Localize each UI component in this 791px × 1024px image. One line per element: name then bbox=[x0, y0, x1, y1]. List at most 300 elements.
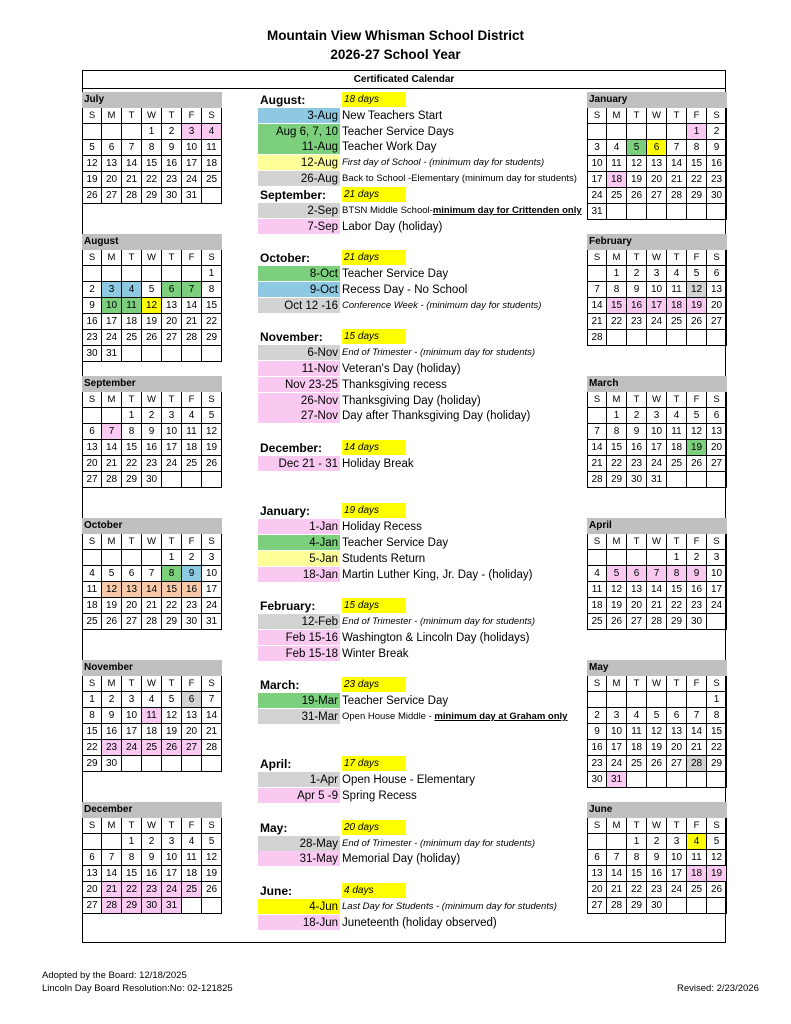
day-cell: 15 bbox=[607, 440, 627, 456]
event-date: 5-Jan bbox=[258, 551, 340, 566]
event-text: Juneteenth (holiday observed) bbox=[342, 916, 497, 929]
day-cell: 30 bbox=[687, 614, 707, 630]
day-cell bbox=[667, 204, 687, 220]
day-cell: 21 bbox=[182, 314, 202, 330]
event-note: minimum day at Graham only bbox=[434, 710, 568, 722]
day-cell: 22 bbox=[202, 314, 222, 330]
day-cell: 21 bbox=[122, 172, 142, 188]
event-description bbox=[342, 836, 535, 852]
day-cell: 4 bbox=[142, 692, 162, 708]
day-cell: 2 bbox=[627, 408, 647, 424]
day-cell: 7 bbox=[607, 850, 627, 866]
day-cell: 24 bbox=[647, 456, 667, 472]
day-cell bbox=[182, 346, 202, 362]
weekday-label: M bbox=[607, 392, 627, 408]
spacer bbox=[258, 472, 588, 488]
day-cell: 12 bbox=[647, 724, 667, 740]
day-cell: 27 bbox=[667, 756, 687, 772]
weekday-label: T bbox=[627, 676, 647, 692]
day-cell bbox=[607, 834, 627, 850]
event-row bbox=[258, 139, 588, 155]
event-text: Spring Recess bbox=[342, 790, 417, 803]
week-row bbox=[587, 140, 727, 156]
calendar-september bbox=[82, 376, 222, 488]
day-cell: 4 bbox=[182, 408, 202, 424]
weekday-label: S bbox=[82, 534, 102, 550]
event-row bbox=[258, 456, 588, 472]
day-cell bbox=[142, 266, 162, 282]
week-row bbox=[587, 614, 727, 630]
weekday-label: S bbox=[587, 818, 607, 834]
day-cell bbox=[202, 898, 222, 914]
day-cell: 13 bbox=[82, 866, 102, 882]
day-cell: 27 bbox=[647, 188, 667, 204]
day-cell bbox=[142, 346, 162, 362]
event-text: Thanksgiving recess bbox=[342, 378, 447, 391]
day-cell: 15 bbox=[122, 866, 142, 882]
school-days-count: 23 days bbox=[342, 677, 406, 692]
weekday-label: S bbox=[202, 108, 222, 124]
event-text: Teacher Service Day bbox=[342, 268, 449, 281]
day-cell: 7 bbox=[587, 282, 607, 298]
day-cell: 27 bbox=[627, 614, 647, 630]
weekday-label: W bbox=[142, 250, 162, 266]
day-cell: 30 bbox=[182, 614, 202, 630]
day-cell: 24 bbox=[122, 740, 142, 756]
weekday-label: T bbox=[162, 250, 182, 266]
day-cell: 8 bbox=[142, 140, 162, 156]
weekday-row bbox=[587, 676, 727, 692]
weekday-label: M bbox=[607, 534, 627, 550]
day-cell bbox=[587, 408, 607, 424]
day-cell: 11 bbox=[607, 156, 627, 172]
event-row bbox=[258, 693, 588, 709]
day-cell: 21 bbox=[687, 740, 707, 756]
month-header: November bbox=[82, 660, 222, 676]
weekday-label: W bbox=[142, 108, 162, 124]
weekday-label: S bbox=[202, 534, 222, 550]
weekday-label: W bbox=[142, 392, 162, 408]
day-cell: 11 bbox=[182, 850, 202, 866]
day-cell: 31 bbox=[607, 772, 627, 788]
day-cell: 7 bbox=[587, 424, 607, 440]
weekday-row bbox=[82, 818, 222, 834]
event-text: First day of School - (minimum day for students) bbox=[342, 157, 545, 169]
day-cell: 3 bbox=[102, 282, 122, 298]
day-cell: 16 bbox=[627, 440, 647, 456]
day-cell: 27 bbox=[707, 456, 727, 472]
weekday-label: T bbox=[122, 250, 142, 266]
day-cell bbox=[182, 756, 202, 772]
day-cell bbox=[627, 204, 647, 220]
weekday-label: T bbox=[627, 108, 647, 124]
event-row bbox=[258, 408, 588, 424]
spacer bbox=[258, 662, 588, 678]
event-text: Day after Thanksgiving Day (holiday) bbox=[342, 410, 531, 423]
month-label: October: bbox=[260, 251, 311, 266]
day-cell: 23 bbox=[647, 882, 667, 898]
weekday-label: F bbox=[687, 534, 707, 550]
day-cell: 15 bbox=[667, 582, 687, 598]
day-cell: 22 bbox=[142, 172, 162, 188]
day-cell: 1 bbox=[687, 124, 707, 140]
week-row bbox=[82, 550, 222, 566]
event-row bbox=[258, 567, 588, 583]
weekday-label: S bbox=[82, 676, 102, 692]
month-label: January: bbox=[260, 504, 311, 519]
day-cell: 1 bbox=[627, 834, 647, 850]
day-cell bbox=[162, 756, 182, 772]
event-row bbox=[258, 709, 588, 725]
day-cell bbox=[102, 550, 122, 566]
event-row bbox=[258, 377, 588, 393]
calendar-november bbox=[82, 660, 222, 772]
day-cell bbox=[102, 408, 122, 424]
day-cell: 17 bbox=[647, 440, 667, 456]
event-text: Conference Week - (minimum day for students) bbox=[342, 299, 542, 311]
calendar-october bbox=[82, 518, 222, 630]
day-cell: 6 bbox=[587, 850, 607, 866]
day-cell: 30 bbox=[102, 756, 122, 772]
spacer bbox=[258, 725, 588, 741]
week-row bbox=[82, 898, 222, 914]
day-cell: 24 bbox=[182, 172, 202, 188]
day-cell: 12 bbox=[202, 424, 222, 440]
day-cell: 19 bbox=[202, 440, 222, 456]
weekday-label: M bbox=[102, 250, 122, 266]
event-date: 26-Nov bbox=[258, 393, 340, 408]
day-cell bbox=[707, 330, 727, 346]
day-cell: 5 bbox=[102, 566, 122, 582]
day-cell: 18 bbox=[142, 724, 162, 740]
day-cell bbox=[627, 550, 647, 566]
day-cell: 2 bbox=[647, 834, 667, 850]
event-date: 6-Nov bbox=[258, 345, 340, 360]
day-cell: 5 bbox=[627, 140, 647, 156]
day-cell: 11 bbox=[627, 724, 647, 740]
day-cell: 27 bbox=[182, 740, 202, 756]
day-cell: 18 bbox=[182, 866, 202, 882]
day-cell: 30 bbox=[647, 898, 667, 914]
day-cell: 23 bbox=[707, 172, 727, 188]
day-cell: 20 bbox=[627, 598, 647, 614]
weekday-label: S bbox=[202, 392, 222, 408]
day-cell bbox=[687, 772, 707, 788]
day-cell: 29 bbox=[82, 756, 102, 772]
week-row bbox=[587, 866, 727, 882]
day-cell: 26 bbox=[607, 614, 627, 630]
day-cell: 29 bbox=[142, 188, 162, 204]
day-cell: 25 bbox=[687, 882, 707, 898]
month-label: March: bbox=[260, 678, 300, 693]
week-row bbox=[587, 882, 727, 898]
day-cell bbox=[687, 898, 707, 914]
day-cell: 25 bbox=[82, 614, 102, 630]
day-cell: 20 bbox=[182, 724, 202, 740]
day-cell: 19 bbox=[647, 740, 667, 756]
weekday-label: T bbox=[667, 250, 687, 266]
day-cell: 29 bbox=[667, 614, 687, 630]
day-cell: 1 bbox=[202, 266, 222, 282]
day-cell: 7 bbox=[102, 850, 122, 866]
day-cell: 5 bbox=[687, 266, 707, 282]
day-cell: 1 bbox=[162, 550, 182, 566]
weekday-label: T bbox=[667, 108, 687, 124]
school-days-count: 15 days bbox=[342, 598, 406, 613]
day-cell: 20 bbox=[82, 456, 102, 472]
day-cell: 26 bbox=[707, 882, 727, 898]
day-cell bbox=[82, 124, 102, 140]
day-cell: 19 bbox=[707, 866, 727, 882]
event-row bbox=[258, 361, 588, 377]
day-cell: 22 bbox=[162, 598, 182, 614]
day-cell: 23 bbox=[102, 740, 122, 756]
event-date: 11-Nov bbox=[258, 361, 340, 376]
day-cell: 23 bbox=[587, 756, 607, 772]
day-cell: 18 bbox=[202, 156, 222, 172]
day-cell: 22 bbox=[627, 882, 647, 898]
day-cell: 3 bbox=[182, 124, 202, 140]
day-cell bbox=[667, 898, 687, 914]
weekday-label: M bbox=[102, 818, 122, 834]
resolution-note: Lincoln Day Board Resolution:No: 02-121825 bbox=[42, 983, 233, 994]
day-cell: 26 bbox=[687, 456, 707, 472]
weekday-label: W bbox=[142, 818, 162, 834]
week-row bbox=[587, 314, 727, 330]
day-cell: 12 bbox=[162, 708, 182, 724]
day-cell: 11 bbox=[122, 298, 142, 314]
school-days-count: 17 days bbox=[342, 756, 406, 771]
week-row bbox=[82, 330, 222, 346]
event-text: Martin Luther King, Jr. Day - (holiday) bbox=[342, 568, 533, 581]
spacer bbox=[258, 313, 588, 329]
day-cell bbox=[687, 204, 707, 220]
day-cell: 1 bbox=[667, 550, 687, 566]
week-row bbox=[587, 156, 727, 172]
weekday-row bbox=[587, 818, 727, 834]
day-cell: 4 bbox=[607, 140, 627, 156]
event-description bbox=[342, 361, 461, 377]
event-text: Labor Day (holiday) bbox=[342, 220, 443, 233]
month-summary bbox=[258, 756, 588, 772]
day-cell: 14 bbox=[142, 582, 162, 598]
day-cell: 29 bbox=[627, 898, 647, 914]
day-cell: 28 bbox=[122, 188, 142, 204]
day-cell bbox=[202, 346, 222, 362]
day-cell bbox=[607, 124, 627, 140]
day-cell bbox=[102, 834, 122, 850]
day-cell: 1 bbox=[142, 124, 162, 140]
day-cell: 29 bbox=[162, 614, 182, 630]
weekday-label: W bbox=[142, 534, 162, 550]
day-cell bbox=[182, 472, 202, 488]
day-cell bbox=[102, 124, 122, 140]
day-cell: 8 bbox=[122, 850, 142, 866]
day-cell: 27 bbox=[102, 188, 122, 204]
event-date: 7-Sep bbox=[258, 219, 340, 234]
event-date: 9-Oct bbox=[258, 282, 340, 297]
day-cell: 8 bbox=[607, 282, 627, 298]
day-cell: 12 bbox=[102, 582, 122, 598]
event-text: Washington & Lincoln Day (holidays) bbox=[342, 631, 530, 644]
day-cell: 6 bbox=[627, 566, 647, 582]
day-cell bbox=[122, 756, 142, 772]
week-row bbox=[82, 140, 222, 156]
day-cell: 28 bbox=[587, 472, 607, 488]
month-summary bbox=[258, 883, 588, 899]
day-cell: 31 bbox=[182, 188, 202, 204]
day-cell: 17 bbox=[607, 740, 627, 756]
day-cell: 16 bbox=[162, 156, 182, 172]
day-cell: 14 bbox=[182, 298, 202, 314]
day-cell: 6 bbox=[707, 408, 727, 424]
weekday-label: T bbox=[122, 392, 142, 408]
day-cell bbox=[587, 550, 607, 566]
event-description bbox=[342, 124, 454, 140]
event-text: Thanksgiving Day (holiday) bbox=[342, 394, 481, 407]
day-cell: 7 bbox=[182, 282, 202, 298]
day-cell: 3 bbox=[587, 140, 607, 156]
day-cell: 4 bbox=[182, 834, 202, 850]
week-row bbox=[587, 188, 727, 204]
day-cell: 17 bbox=[202, 582, 222, 598]
weekday-row bbox=[82, 392, 222, 408]
event-row bbox=[258, 630, 588, 646]
month-label: April: bbox=[260, 757, 292, 772]
day-cell: 12 bbox=[142, 298, 162, 314]
day-cell: 31 bbox=[102, 346, 122, 362]
week-row bbox=[82, 614, 222, 630]
day-cell: 30 bbox=[142, 472, 162, 488]
event-date: Nov 23-25 bbox=[258, 377, 340, 392]
day-cell bbox=[647, 692, 667, 708]
event-description bbox=[342, 614, 535, 630]
day-cell bbox=[707, 772, 727, 788]
day-cell bbox=[667, 692, 687, 708]
month-label: June: bbox=[260, 884, 293, 898]
event-text: Recess Day - No School bbox=[342, 283, 468, 296]
event-date: 2-Sep bbox=[258, 203, 340, 218]
event-row bbox=[258, 646, 588, 662]
day-cell: 9 bbox=[142, 850, 162, 866]
week-row bbox=[587, 566, 727, 582]
day-cell: 2 bbox=[162, 124, 182, 140]
event-text: Back to School -Elementary (minimum day for students) bbox=[342, 173, 577, 185]
day-cell: 7 bbox=[122, 140, 142, 156]
day-cell: 9 bbox=[82, 298, 102, 314]
weekday-label: W bbox=[647, 676, 667, 692]
day-cell bbox=[182, 898, 202, 914]
event-note: minimum day for Crittenden only bbox=[432, 204, 582, 216]
weekday-row bbox=[587, 250, 727, 266]
event-description bbox=[342, 171, 577, 187]
day-cell: 2 bbox=[587, 708, 607, 724]
day-cell: 8 bbox=[202, 282, 222, 298]
day-cell: 25 bbox=[182, 456, 202, 472]
day-cell: 1 bbox=[607, 408, 627, 424]
day-cell: 17 bbox=[122, 724, 142, 740]
day-cell: 31 bbox=[202, 614, 222, 630]
weekday-label: F bbox=[687, 676, 707, 692]
revised-note: Revised: 2/23/2026 bbox=[677, 983, 759, 994]
week-row bbox=[82, 188, 222, 204]
day-cell: 17 bbox=[162, 440, 182, 456]
school-days-count: 19 days bbox=[342, 503, 406, 518]
day-cell bbox=[627, 124, 647, 140]
day-cell: 22 bbox=[82, 740, 102, 756]
day-cell: 2 bbox=[142, 408, 162, 424]
day-cell: 10 bbox=[647, 424, 667, 440]
day-cell: 7 bbox=[202, 692, 222, 708]
month-summary bbox=[258, 440, 588, 456]
day-cell: 20 bbox=[587, 882, 607, 898]
day-cell: 21 bbox=[587, 314, 607, 330]
day-cell bbox=[687, 330, 707, 346]
day-cell: 21 bbox=[667, 172, 687, 188]
weekday-label: T bbox=[667, 676, 687, 692]
event-description bbox=[342, 266, 448, 282]
calendar-july bbox=[82, 92, 222, 204]
day-cell: 29 bbox=[122, 472, 142, 488]
day-cell: 10 bbox=[647, 282, 667, 298]
day-cell bbox=[607, 550, 627, 566]
event-description bbox=[342, 282, 467, 298]
day-cell bbox=[667, 330, 687, 346]
event-description bbox=[342, 772, 475, 788]
event-text: BTSN Middle School- bbox=[342, 204, 433, 216]
day-cell: 17 bbox=[647, 298, 667, 314]
day-cell: 20 bbox=[122, 598, 142, 614]
weekday-label: T bbox=[122, 108, 142, 124]
event-date: Oct 12 -16 bbox=[258, 298, 340, 313]
weekday-label: M bbox=[102, 392, 122, 408]
day-cell bbox=[647, 330, 667, 346]
week-row bbox=[82, 740, 222, 756]
day-cell: 3 bbox=[667, 834, 687, 850]
event-row bbox=[258, 219, 588, 235]
day-cell: 30 bbox=[587, 772, 607, 788]
day-cell: 16 bbox=[142, 440, 162, 456]
event-row bbox=[258, 171, 588, 187]
day-cell: 23 bbox=[142, 456, 162, 472]
event-date: 4-Jan bbox=[258, 535, 340, 550]
day-cell: 14 bbox=[122, 156, 142, 172]
day-cell: 14 bbox=[647, 582, 667, 598]
event-row bbox=[258, 851, 588, 867]
week-row bbox=[82, 724, 222, 740]
day-cell: 9 bbox=[182, 566, 202, 582]
day-cell: 18 bbox=[627, 740, 647, 756]
week-row bbox=[82, 456, 222, 472]
day-cell: 18 bbox=[667, 440, 687, 456]
week-row bbox=[587, 298, 727, 314]
day-cell: 13 bbox=[627, 582, 647, 598]
weekday-row bbox=[587, 534, 727, 550]
day-cell: 2 bbox=[182, 550, 202, 566]
weekday-label: T bbox=[627, 392, 647, 408]
event-date: 26-Aug bbox=[258, 171, 340, 186]
day-cell: 20 bbox=[667, 740, 687, 756]
calendar-august bbox=[82, 234, 222, 362]
weekday-label: T bbox=[162, 818, 182, 834]
event-description bbox=[342, 139, 436, 155]
day-cell: 12 bbox=[687, 282, 707, 298]
weekday-label: S bbox=[587, 108, 607, 124]
day-cell bbox=[202, 472, 222, 488]
day-cell: 9 bbox=[102, 708, 122, 724]
day-cell: 14 bbox=[587, 440, 607, 456]
day-cell: 20 bbox=[707, 440, 727, 456]
